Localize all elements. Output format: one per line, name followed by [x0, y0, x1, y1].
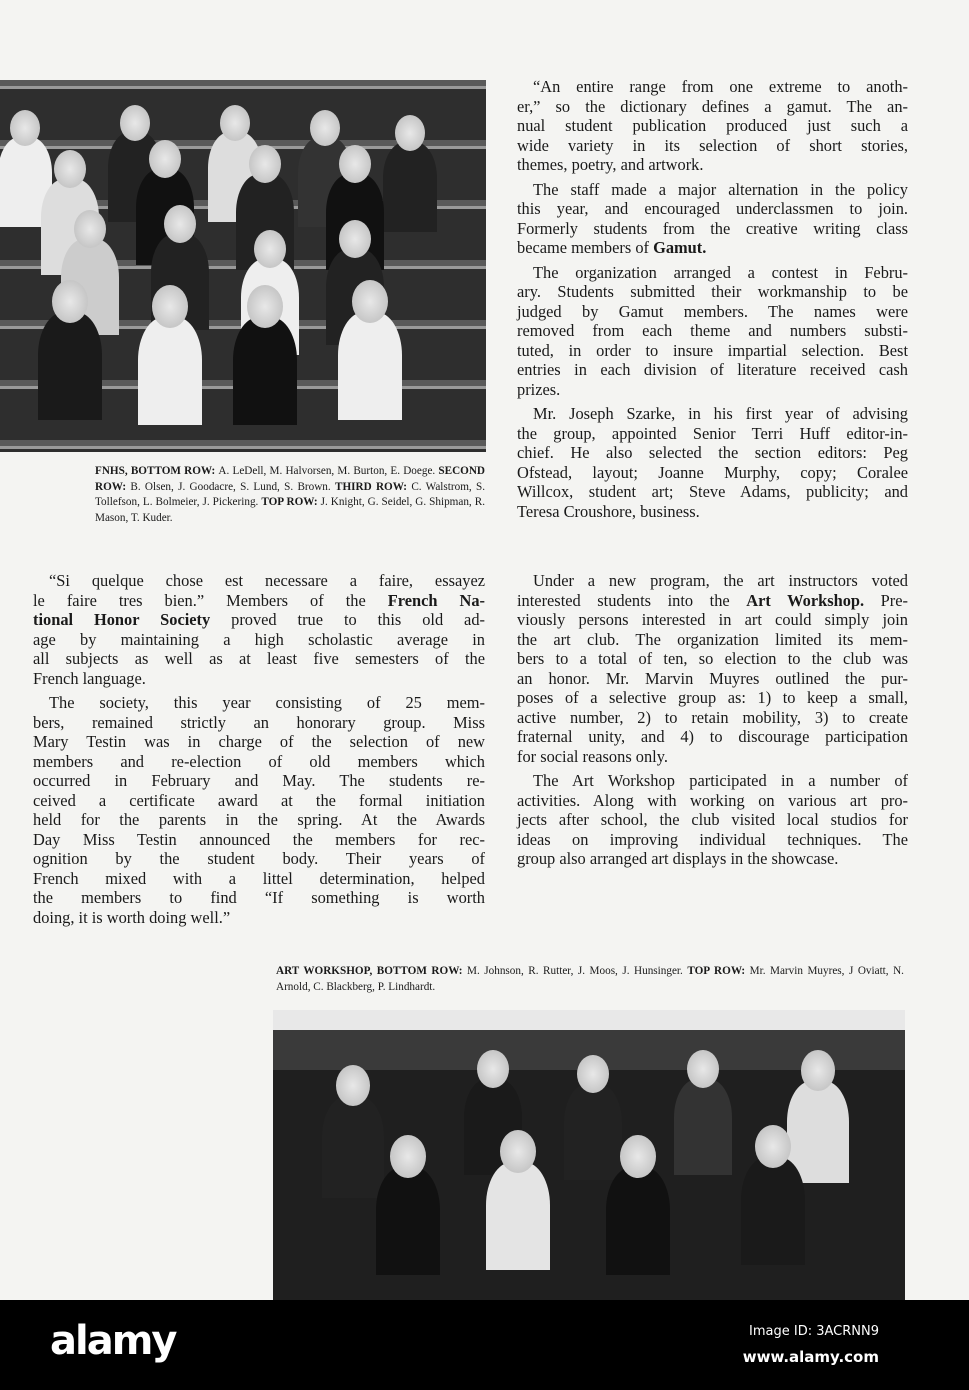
text-line: occurred in February and May. The students re-	[33, 771, 485, 790]
paragraph	[517, 263, 908, 400]
person-face	[164, 205, 196, 243]
watermark-banner	[0, 1300, 969, 1390]
text-line: an honor. Mr. Marvin Muyres outlined the pur-	[517, 668, 908, 688]
text-line: chief. He also selected the section editors: Peg	[517, 443, 908, 462]
alamy-logo: alamy	[50, 1318, 176, 1364]
person-face	[254, 230, 286, 268]
text-line: the art club. The organization limited its mem-	[517, 629, 908, 649]
text-run: Mr. Marvin Muyres, J Oviatt, N. Arnold, C. Blackberg, P. Lindhardt.	[276, 965, 904, 993]
art-workshop-article	[517, 571, 908, 874]
person-face	[339, 220, 371, 258]
text-line: removed from each theme and numbers substi-	[517, 321, 908, 340]
person-face	[339, 145, 371, 183]
person-figure	[233, 317, 298, 425]
text-line	[517, 591, 908, 611]
person-figure	[564, 1084, 622, 1180]
bold-text: Gamut.	[653, 238, 707, 257]
person-face	[152, 285, 188, 328]
bold-text: TOP ROW:	[687, 965, 750, 977]
text-line: ideas on improving individual techniques. The	[517, 829, 908, 849]
text-line: er,” so the dictionary defines a gamut. The an-	[517, 96, 908, 116]
text-line: prizes.	[517, 379, 561, 399]
text-line: Mary Testin was in charge of the selection of new	[33, 732, 485, 751]
text-line: Ofstead, layout; Joanne Murphy, copy; Coralee	[517, 462, 908, 482]
art-workshop-photo-caption	[276, 964, 904, 995]
person-face	[52, 280, 88, 323]
text-line: members and re-election of old members which	[33, 751, 485, 771]
person-figure	[338, 312, 403, 420]
text-line: tuted, in order to insure impartial selection. Best	[517, 340, 908, 360]
text-run: J. Knight, G. Seidel, G. Shipman, R. Mason, T. Kuder.	[95, 496, 485, 524]
text-line: bers, remained strictly an honorary group. Miss	[33, 712, 485, 732]
person-figure	[38, 312, 103, 420]
person-face	[54, 150, 86, 188]
fnhs-photo-caption	[95, 464, 485, 526]
text-run: proved true to this old ad-	[210, 610, 485, 629]
person-face	[687, 1050, 719, 1088]
person-face	[120, 105, 150, 141]
text-line: the members to find “If something is worth	[33, 888, 485, 907]
text-line: group also arranged art displays in the showcase.	[517, 849, 839, 868]
person-face	[390, 1135, 426, 1178]
text-run: A. LeDell, M. Halvorsen, M. Burton, E. Doege.	[218, 465, 439, 477]
text-line: age by maintaining a high scholastic average in	[33, 629, 485, 649]
text-line: wide variety in its selection of short stories,	[517, 135, 908, 155]
text-run: became members of	[517, 238, 654, 257]
text-line: ognition by the student body. Their years of	[33, 849, 485, 868]
text-line: Formerly students from the creative writing class	[517, 218, 908, 238]
person-face	[249, 145, 281, 183]
person-figure	[741, 1157, 806, 1265]
person-face	[577, 1055, 609, 1093]
bold-text: THIRD ROW:	[334, 480, 412, 493]
text-line: for social reasons only.	[517, 746, 668, 766]
text-line: Under a new program, the art instructors voted	[533, 571, 908, 590]
person-face	[74, 210, 106, 248]
person-figure	[486, 1162, 551, 1270]
paragraph	[33, 571, 485, 688]
gamut-article	[517, 77, 908, 526]
paragraph	[33, 693, 485, 927]
fnhs-group-photo	[0, 80, 486, 452]
person-figure	[674, 1079, 732, 1175]
text-line: viously persons interested in art could simply join	[517, 610, 908, 629]
text-line: Day Miss Testin announced the members for rec-	[33, 829, 485, 849]
text-line: Willcox, student art; Steve Adams, publicity; and	[517, 482, 908, 501]
text-line: The Art Workshop participated in a number of	[533, 771, 908, 790]
text-line: French language.	[33, 668, 146, 688]
text-line	[33, 610, 485, 630]
text-line: French mixed with a littel determination, helped	[33, 868, 485, 888]
text-run: Pre-	[864, 590, 908, 610]
text-line: activities. Along with working on various art pro-	[517, 790, 908, 810]
text-line: “An entire range from one extreme to anoth-	[533, 77, 908, 96]
text-line: “Si quelque chose est necessare a faire, essayez	[49, 571, 485, 590]
person-face	[10, 110, 40, 146]
text-line: this year, and encouraged underclassmen to join.	[517, 199, 908, 218]
text-line: The society, this year consisting of 25 mem-	[49, 693, 485, 712]
text-line: poses of a selective group as: 1) to keep a small,	[517, 688, 908, 707]
person-figure	[322, 1096, 383, 1198]
text-line: Teresa Croushore, business.	[517, 501, 700, 521]
bold-text: tional Honor Society	[33, 610, 211, 629]
person-face	[220, 105, 250, 141]
person-figure	[383, 142, 437, 232]
text-line	[33, 591, 485, 611]
bold-text: French Na-	[387, 590, 485, 610]
text-line: bers to a total of ten, so election to the club was	[517, 649, 908, 668]
text-line: active number, 2) to retain mobility, 3) to create	[517, 707, 908, 727]
text-line: held for the parents in the spring. At the Awards	[33, 810, 485, 829]
person-face	[336, 1065, 370, 1106]
text-line	[517, 238, 908, 258]
text-line: all subjects as well as at least five semesters of the	[33, 649, 485, 668]
person-face	[149, 140, 181, 178]
text-run: le faire tres bien.” Members of the	[33, 590, 388, 610]
person-face	[801, 1050, 835, 1091]
person-face	[247, 285, 283, 328]
paragraph	[517, 77, 908, 175]
person-face	[477, 1050, 509, 1088]
person-figure	[376, 1167, 441, 1275]
text-line: fraternal unity, and 4) to discourage participation	[517, 727, 908, 746]
bold-text: ART WORKSHOP, BOTTOM ROW:	[276, 965, 468, 977]
person-figure	[606, 1167, 671, 1275]
person-face	[755, 1125, 791, 1168]
text-run: interested students into the	[517, 590, 747, 610]
text-line: nual student publication produced just such a	[517, 116, 908, 135]
text-run: B. Olsen, J. Goodacre, S. Lund, S. Brown.	[130, 480, 335, 493]
bold-text: Art Workshop.	[746, 590, 865, 610]
person-face	[395, 115, 425, 151]
image-id: Image ID: 3ACRNN9	[749, 1324, 879, 1339]
bold-text: SECOND ROW:	[95, 465, 486, 493]
person-figure	[138, 317, 203, 425]
text-line: jects after school, the club visited local studios for	[517, 810, 908, 829]
watermark-url: www.alamy.com	[742, 1348, 879, 1366]
text-line: ary. Students submitted their workmanship to be	[517, 282, 908, 301]
text-run: C. Walstrom, S. Tollefson, L. Bolmeier, J. Pickering.	[95, 480, 485, 508]
bold-text: TOP ROW:	[261, 496, 321, 508]
text-line: ceived a certificate award at the formal initiation	[33, 790, 485, 810]
text-line: The organization arranged a contest in Febru-	[533, 262, 908, 282]
paragraph	[517, 180, 908, 258]
person-face	[310, 110, 340, 146]
bold-text: FNHS, BOTTOM ROW:	[95, 465, 219, 477]
paragraph	[517, 571, 908, 766]
paragraph	[517, 404, 908, 521]
text-line: the group, appointed Senior Terri Huff editor-in-	[517, 423, 908, 443]
text-line: doing, it is worth doing well.”	[33, 907, 231, 927]
person-face	[500, 1130, 536, 1173]
person-face	[352, 280, 388, 323]
text-line: themes, poetry, and artwork.	[517, 155, 704, 174]
art-workshop-group-photo	[273, 1010, 905, 1300]
person-figure	[787, 1081, 848, 1183]
text-line: judged by Gamut members. The names were	[517, 301, 908, 321]
text-line: entries in each division of literature received cash	[517, 360, 908, 379]
text-line: Mr. Joseph Szarke, in his first year of advising	[533, 404, 908, 423]
paragraph	[517, 771, 908, 869]
text-run: M. Johnson, R. Rutter, J. Moos, J. Hunsinger.	[467, 965, 688, 977]
fnhs-article	[33, 571, 485, 932]
person-face	[620, 1135, 656, 1178]
text-line: The staff made a major alternation in the policy	[533, 179, 908, 199]
